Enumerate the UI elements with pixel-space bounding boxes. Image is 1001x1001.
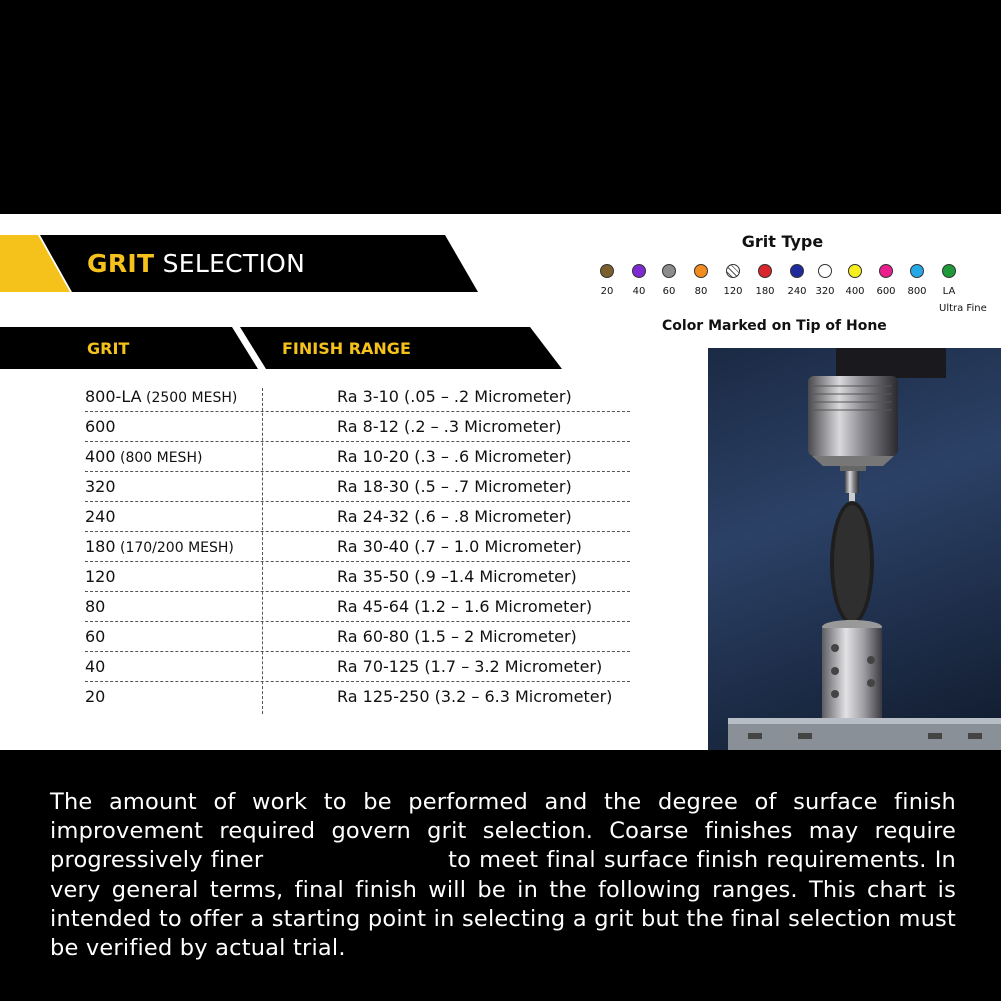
color-dot-icon <box>600 264 614 278</box>
swatch-label: 240 <box>787 286 807 297</box>
color-dot-icon <box>942 264 956 278</box>
grit-value: 80 <box>85 597 106 616</box>
color-marked-caption: Color Marked on Tip of Hone <box>662 318 887 334</box>
title-highlight: GRIT <box>87 249 155 278</box>
table-row <box>85 442 630 472</box>
title-rest: SELECTION <box>154 249 306 278</box>
mesh-value: (2500 MESH) <box>141 390 238 406</box>
hone-drill-photo <box>708 348 1001 750</box>
grit-cell <box>85 687 105 706</box>
grit-value: 40 <box>85 657 106 676</box>
table-row <box>85 592 630 622</box>
grit-value: 180 <box>85 537 116 556</box>
grit-cell <box>85 567 116 586</box>
table-row <box>85 532 630 562</box>
grit-swatch <box>902 264 932 297</box>
grit-cell <box>85 657 105 676</box>
swatch-label: 320 <box>815 286 835 297</box>
grit-swatch <box>654 264 684 297</box>
swatch-label: 180 <box>755 286 775 297</box>
grit-value: 400 <box>85 447 116 466</box>
table-row <box>85 502 630 532</box>
grit-swatch <box>750 264 780 297</box>
finish-range-cell: Ra 3-10 (.05 – .2 Micrometer) <box>337 387 572 406</box>
grit-cell <box>85 507 116 526</box>
grit-cell <box>85 537 234 556</box>
finish-range-cell: Ra 60-80 (1.5 – 2 Micrometer) <box>337 627 577 646</box>
color-dot-icon <box>879 264 893 278</box>
table-row <box>85 682 630 712</box>
grit-swatch <box>871 264 901 297</box>
finish-range-cell: Ra 10-20 (.3 – .6 Micrometer) <box>337 447 572 466</box>
table-row <box>85 652 630 682</box>
table-row <box>85 382 630 412</box>
grit-cell <box>85 597 105 616</box>
grit-value: 600 <box>85 417 116 436</box>
color-dot-icon <box>694 264 708 278</box>
header-finish-range: FINISH RANGE <box>282 339 411 358</box>
grit-table <box>85 382 630 712</box>
finish-range-cell: Ra 24-32 (.6 – .8 Micrometer) <box>337 507 572 526</box>
mesh-value: (170/200 MESH) <box>115 540 234 556</box>
finish-range-cell: Ra 18-30 (.5 – .7 Micrometer) <box>337 477 572 496</box>
mesh-value: (800 MESH) <box>115 450 203 466</box>
grit-swatch <box>592 264 622 297</box>
swatch-label: LA <box>942 286 956 297</box>
finish-range-cell: Ra 35-50 (.9 –1.4 Micrometer) <box>337 567 577 586</box>
color-dot-icon <box>726 264 740 278</box>
table-header-bar <box>0 327 562 369</box>
grit-cell <box>85 627 105 646</box>
color-dot-icon <box>818 264 832 278</box>
swatch-label: 80 <box>694 286 708 297</box>
swatch-label: 800 <box>907 286 927 297</box>
grit-value: 20 <box>85 687 106 706</box>
grit-swatch <box>718 264 748 297</box>
grit-color-legend <box>592 264 972 314</box>
grit-value: 320 <box>85 477 116 496</box>
grit-cell <box>85 417 116 436</box>
finish-range-cell: Ra 8-12 (.2 – .3 Micrometer) <box>337 417 562 436</box>
column-divider <box>262 388 263 714</box>
grit-type-title: Grit Type <box>741 232 824 251</box>
swatch-label: 120 <box>723 286 743 297</box>
table-row <box>85 412 630 442</box>
swatch-label: 400 <box>845 286 865 297</box>
finish-range-cell: Ra 45-64 (1.2 – 1.6 Micrometer) <box>337 597 593 616</box>
color-dot-icon <box>848 264 862 278</box>
description-paragraph: The amount of work to be performed and the degree of surface finish improvement required govern grit selection. Coarse finishes may require progressively finer to meet final surface finish requirements. In very general terms, final finish will be in the following ranges. This chart is intended to offer a starting point in selecting a grit but the final selection must be verified by actual trial. <box>50 789 956 962</box>
grit-value: 60 <box>85 627 106 646</box>
swatch-label: 60 <box>662 286 676 297</box>
swatch-label: 40 <box>632 286 646 297</box>
header-grit: GRIT <box>87 339 130 358</box>
color-dot-icon <box>910 264 924 278</box>
swatch-label: 20 <box>600 286 614 297</box>
grit-cell <box>85 447 202 466</box>
grit-cell <box>85 387 237 406</box>
grit-swatch <box>934 264 964 297</box>
grit-swatch <box>782 264 812 297</box>
grit-cell <box>85 477 116 496</box>
ultra-fine-label: Ultra Fine <box>939 303 987 314</box>
finish-range-cell: Ra 125-250 (3.2 – 6.3 Micrometer) <box>337 687 613 706</box>
finish-range-cell: Ra 30-40 (.7 – 1.0 Micrometer) <box>337 537 582 556</box>
grit-value: 240 <box>85 507 116 526</box>
grit-swatch <box>686 264 716 297</box>
hone-drill-illustration <box>708 348 1001 750</box>
finish-range-cell: Ra 70-125 (1.7 – 3.2 Micrometer) <box>337 657 603 676</box>
color-dot-icon <box>632 264 646 278</box>
grit-swatch <box>840 264 870 297</box>
table-row <box>85 472 630 502</box>
color-dot-icon <box>662 264 676 278</box>
table-row <box>85 562 630 592</box>
grit-swatch <box>810 264 840 297</box>
color-dot-icon <box>758 264 772 278</box>
table-row <box>85 622 630 652</box>
grit-value: 120 <box>85 567 116 586</box>
color-dot-icon <box>790 264 804 278</box>
page-title <box>87 249 305 278</box>
grit-value: 800-LA <box>85 387 142 406</box>
grit-swatch <box>624 264 654 297</box>
swatch-label: 600 <box>876 286 896 297</box>
